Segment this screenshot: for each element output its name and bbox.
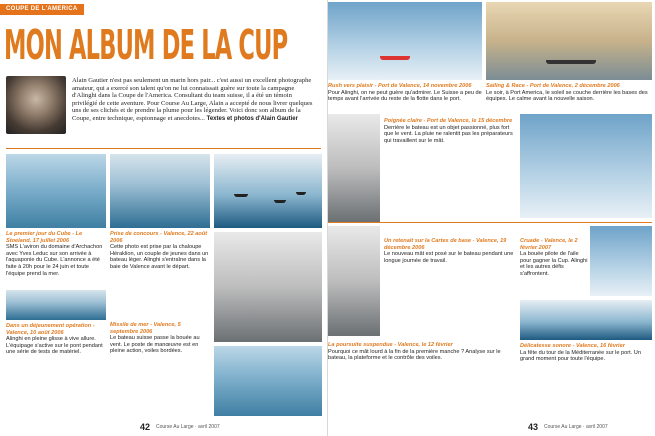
- left-page: [0, 0, 327, 436]
- author-portrait: [6, 76, 66, 134]
- page-footer: Course Au Large · avril 2007: [156, 424, 220, 430]
- caption-r4: Un retenait sur la Cartes de base - Valence, 19 décembre 2006 Le nouveau mât est posé sur le bateau pendant une longue journée de travail.: [384, 238, 514, 264]
- caption-r2: Sailing & Race - Port de Valence, 2 décembre 2006 Le soir, à Port America, le soleil se couche derrière les bases des équipes. Le calme avant la nouvelle saison.: [486, 83, 648, 103]
- divider: [6, 148, 321, 149]
- photo-regatta: [520, 300, 652, 340]
- photo-race-sail: [590, 226, 652, 296]
- page-number: 42: [140, 422, 151, 432]
- page-footer: Course Au Large · avril 2007: [544, 424, 608, 430]
- photo-boat-action: [6, 290, 106, 320]
- photo-sailing-yacht: [214, 346, 322, 416]
- photo-crew-deck: [214, 232, 322, 342]
- caption-r5: Cruade - Valence, le 2 février 2007 La bouée pilote de l'aile pour gagner la Cup. Alinghi et les autres défis s'affrontent.: [520, 238, 588, 277]
- caption-1: Le premier jour du Cube - Le Stoeland, 17 juillet 2006 SMS L'aviron du domaine d'Archachon avec Yves Leduc sur son arrivée à l'aquaponie du Cube. L'annonce a été faite à 20h pour le 24 juin et toute l'équipe prend la mer.: [6, 231, 103, 277]
- photo-sea-boats: [214, 154, 322, 228]
- caption-r7: Délicatesse sonore - Valence, 16 février La fête du tour de la Méditerranée sur le port. Un grand moment pour toute l'équipe.: [520, 343, 641, 363]
- photo-wake: [6, 154, 106, 228]
- caption-2: Prise de concours - Valence, 22 août 2006 Cette photo est prise par la chaloupe Héraklion, un couple de jeunes dans un bateau léger. Alinghi s'entraîne dans la baie de Valence avant le départ.: [110, 231, 209, 270]
- page-number: 43: [528, 422, 539, 432]
- right-page: [328, 0, 655, 436]
- caption-r6: La poursuite suspendue - Valence, le 12 février Pourquoi ce mât lourd à la fin de la première manche ? Analyse sur le bateau, la plateforme et le contrôle des voiles.: [328, 342, 501, 362]
- article-intro: [72, 77, 318, 124]
- photo-mast-crane: [520, 114, 652, 218]
- photo-port-sunset: [486, 2, 652, 80]
- photo-mast-rain: [328, 114, 380, 222]
- section-kicker: COUPE DE L'AMERICA: [0, 4, 84, 15]
- photo-crew-mast: [328, 226, 380, 336]
- caption-4: Missile de mer - Valence, 5 septembre 2006 Le bateau suisse passe la bouée au vent. Le poste de manœuvre est en pleine action, voiles bordées.: [110, 322, 200, 355]
- photo-port-harbour: [328, 2, 482, 80]
- caption-r3: Poignée claire - Port de Valence, le 15 décembre Derrière le bateau est un objet passionné, plus fort que le vent. La pluie ne ralentit pas les préparateurs qui travaillent sur le mât.: [384, 118, 513, 144]
- caption-3: Dans un déjeunement opération - Valence, 10 août 2006 Alinghi en pleine glisse à vive allure. L'équipage s'active sur le pont pendant une série de tests de matériel.: [6, 323, 103, 356]
- intro-text: Alain Gautier n'est pas seulement un marin hors pair... c'est aussi un excellent photographe amateur, qui a exercé son talent qu'on ne lui connaissait guère sur toute la campagne d'Alinghi dans la Coupe de l'America. Consultant du team suisse, il a été un témoin privilégié de cette aventure. Pour Course Au Large, Alain a accepté de nous livrer quelques uns de ses clichés et de prendre la plume pour les légender. Voici donc son album de la Coupe, entre technique, espionnage et anecdotes...: [72, 77, 313, 122]
- caption-r1: Rush vers plaisir - Port de Valence, 14 novembre 2006 Pour Alinghi, on ne peut guère qu'admirer. Le Suisse a peu de temps avant l'arrivée du reste de la flotte dans le port.: [328, 83, 482, 103]
- article-title: MON ALBUM DE LA CUP: [4, 21, 288, 69]
- photo-swimmers: [110, 154, 210, 228]
- divider: [328, 222, 652, 223]
- photo-credit: Textes et photos d'Alain Gautier: [206, 115, 298, 122]
